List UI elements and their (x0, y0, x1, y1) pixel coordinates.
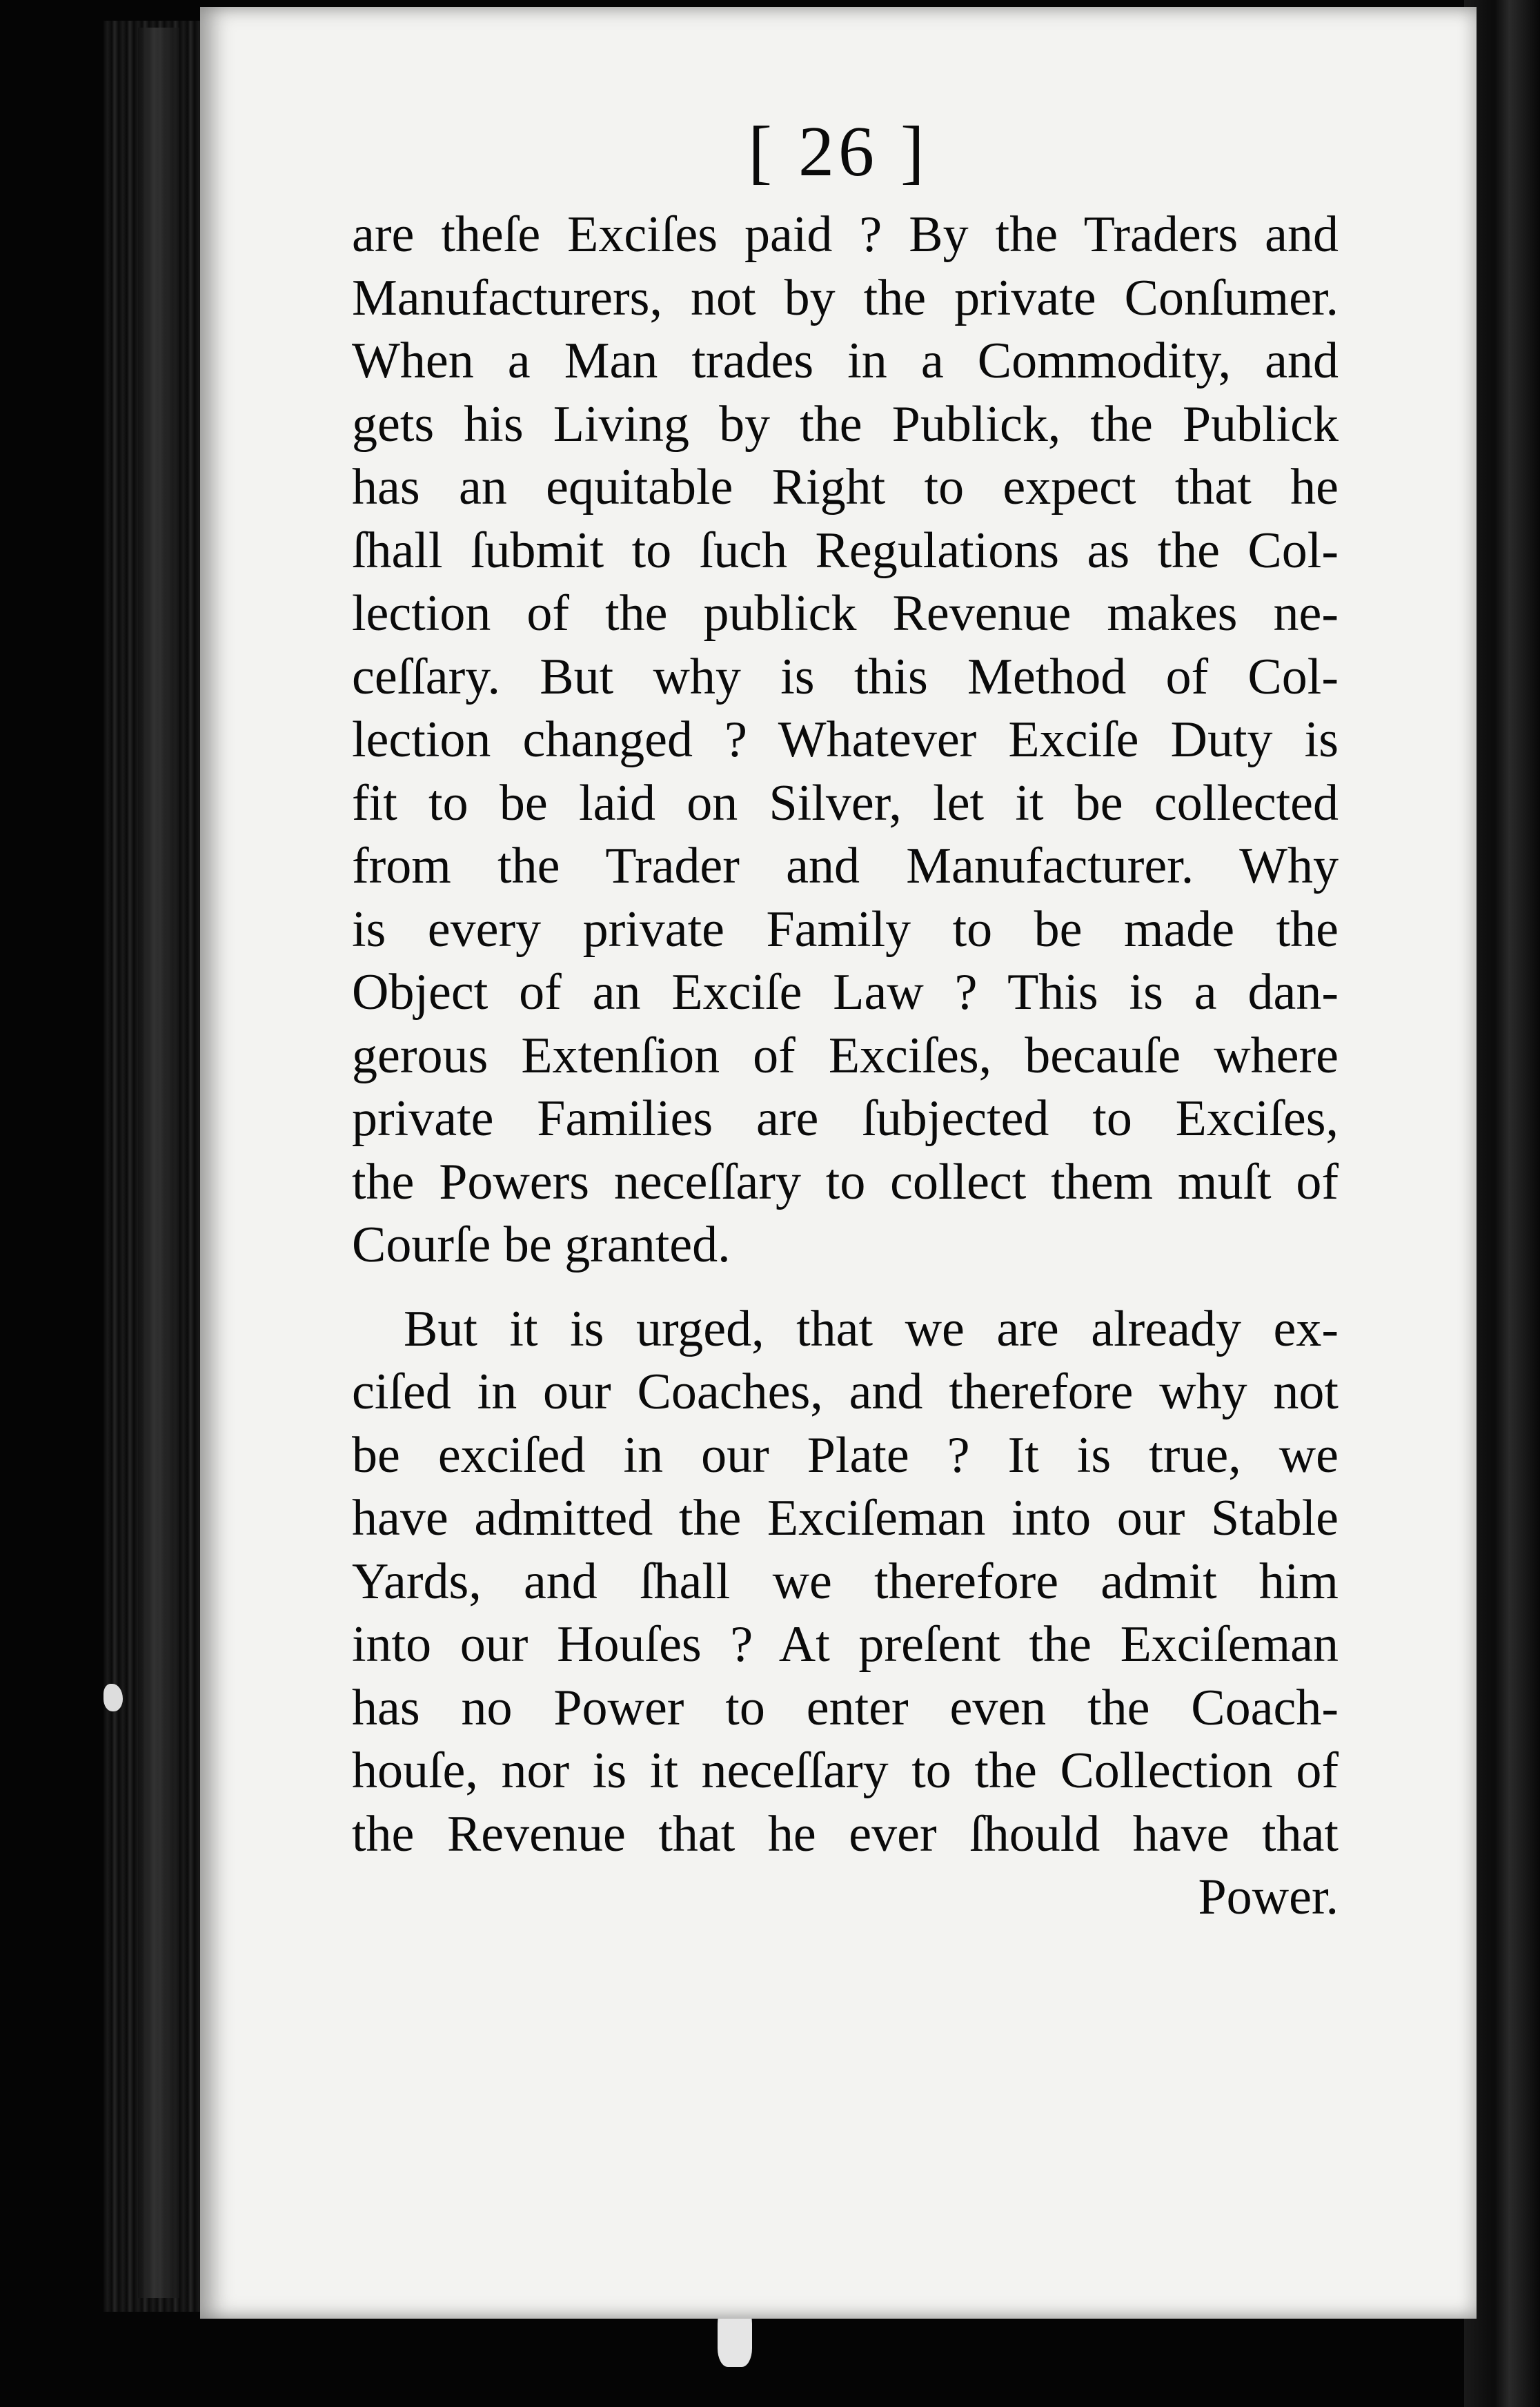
text-line: Object of an Exciſe Law ? This is a dan- (352, 964, 1339, 1021)
text-line: into our Houſes ? At preſent the Exciſeman (352, 1616, 1339, 1673)
text-line: private Families are ſubjected to Exciſes, (352, 1090, 1339, 1147)
text-line: Yards, and ſhall we therefore admit him (352, 1553, 1339, 1610)
book-page (200, 7, 1477, 2319)
text-line: ciſed in our Coaches, and therefore why not (352, 1364, 1339, 1420)
page-stack-edge (138, 28, 179, 2298)
paragraph-1 (352, 204, 1339, 1277)
text-line: Manufacturers, not by the private Conſumer. (352, 269, 1339, 326)
text-line: from the Trader and Manufacturer. Why (352, 838, 1339, 894)
text-line: lection changed ? Whatever Exciſe Duty is (352, 711, 1339, 768)
text-line: gets his Living by the Publick, the Publick (352, 395, 1339, 453)
paper-tear-mark (103, 1684, 123, 1711)
text-line: ſhall ſubmit to ſuch Regulations as the Col- (352, 522, 1339, 579)
text-line: is every private Family to be made the (352, 901, 1339, 958)
text-line: has an equitable Right to expect that he (352, 459, 1339, 515)
text-line: Courſe be granted. (352, 1217, 731, 1273)
text-line: fit to be laid on Silver, let it be collected (352, 774, 1339, 832)
text-line: be exciſed in our Plate ? It is true, we (352, 1426, 1339, 1484)
text-line: are theſe Exciſes paid ? By the Traders and (352, 206, 1339, 263)
page-number-header: [ 26 ] (748, 112, 929, 191)
page-body-text (352, 204, 1339, 1929)
text-line: lection of the publick Revenue makes ne- (352, 585, 1339, 642)
text-line: the Powers neceſſary to collect them muſt of (352, 1153, 1339, 1210)
text-line: the Revenue that he ever ſhould have that (352, 1805, 1339, 1863)
text-line: gerous Extenſion of Exciſes, becauſe where (352, 1027, 1339, 1084)
catchword: Power. (1198, 1869, 1339, 1925)
paragraph-2 (352, 1298, 1339, 1867)
text-line: has no Power to enter even the Coach- (352, 1679, 1339, 1736)
text-line: ceſſary. But why is this Method of Col- (352, 648, 1339, 705)
text-line: have admitted the Exciſeman into our Stable (352, 1490, 1339, 1546)
text-line: But it is urged, that we are already ex- (404, 1300, 1339, 1357)
text-line: houſe, nor is it neceſſary to the Collection of (352, 1742, 1339, 1799)
text-line: When a Man trades in a Commodity, and (352, 333, 1339, 389)
